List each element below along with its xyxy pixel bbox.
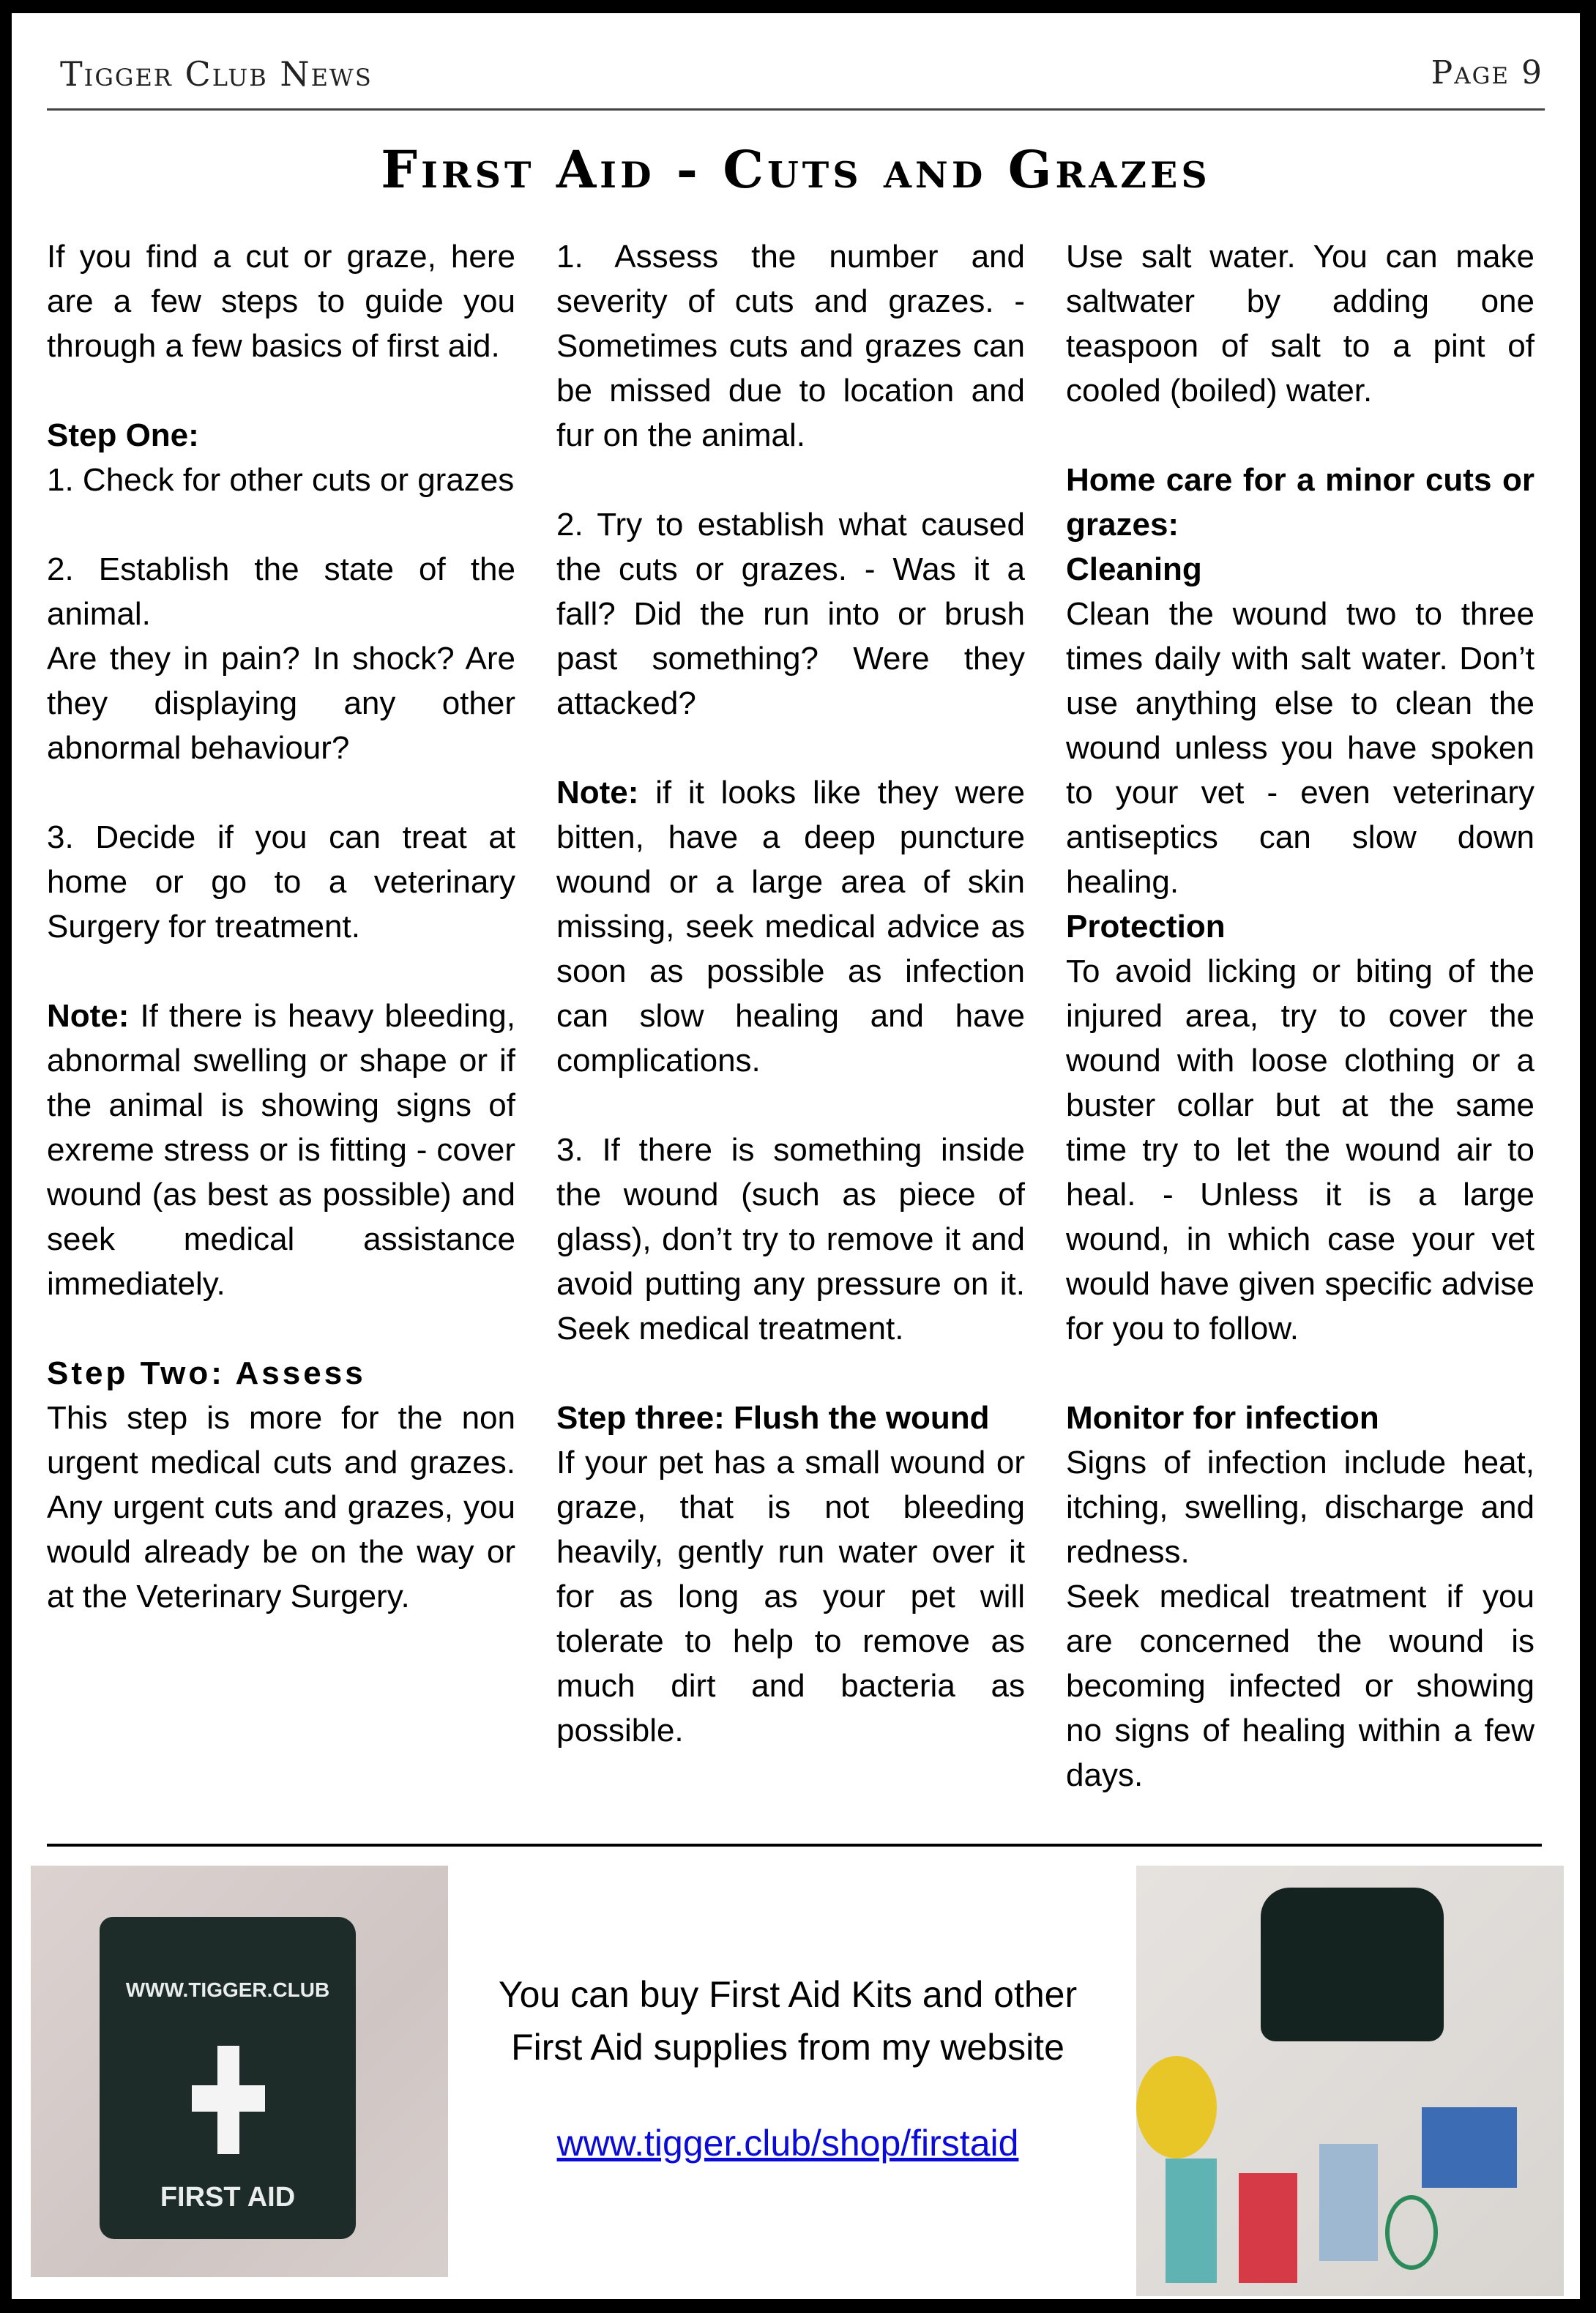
medical-cross-icon (192, 2046, 265, 2154)
monitor-text-2: Seek medical treatment if you are concerned the wound is becoming infected or showing no signs of healing within a few days. (1066, 1579, 1535, 1793)
first-aid-kit-contents-photo (1136, 1866, 1564, 2296)
note-label: Note: (47, 998, 130, 1034)
step-one-item-2: 2. Establish the state of the animal. (47, 551, 515, 632)
assess-item-2: 2. Try to establish what caused the cuts or grazes. - Was it a fall? Did the run into or brush past something? Were they attacked? (556, 507, 1025, 721)
column-2 (556, 234, 1025, 1753)
step-two-heading: Step Two: Assess (47, 1355, 366, 1391)
column-1 (47, 234, 515, 1619)
yellow-item (1136, 2056, 1217, 2159)
note-paragraph-2 (556, 770, 1025, 1083)
teal-item (1166, 2159, 1217, 2283)
first-aid-bag-photo (31, 1866, 448, 2277)
newsletter-page (9, 10, 1583, 2302)
section-divider (47, 1844, 1542, 1847)
page-header (47, 42, 1545, 111)
protection-heading: Protection (1066, 909, 1226, 945)
bag-url-text: WWW.TIGGER.CLUB (125, 1978, 330, 2001)
note-text: If there is heavy bleeding, abnormal swelling or shape or if the animal is showing signs of exreme stress or is fitting - cover wound (as best as possible) and seek medical assistance immediately. (47, 998, 515, 1302)
page-number: Page 9 (1431, 54, 1543, 92)
step-one-heading: Step One: (47, 417, 199, 453)
promo-text (458, 1968, 1117, 2074)
note-label-2: Note: (556, 775, 639, 811)
intro-text: If you find a cut or graze, here are a few steps to guide you through a few basics of first aid. (47, 239, 515, 364)
column-3 (1066, 234, 1535, 1798)
step-two-text: This step is more for the non urgent medical cuts and grazes. Any urgent cuts and grazes, you would already be on the way or at the Veterinary Surgery. (47, 1400, 515, 1614)
step-one-item-2-detail: Are they in pain? In shock? Are they displaying any other abnormal behaviour? (47, 641, 515, 766)
salt-water-text: Use salt water. You can make saltwater by adding one teaspoon of salt to a pint of cooled (boiled) water. (1066, 239, 1535, 409)
step-one-item-1: 1. Check for other cuts or grazes (47, 462, 515, 498)
monitor-heading: Monitor for infection (1066, 1400, 1379, 1436)
promo-line-1: You can buy First Aid Kits and other (498, 1974, 1078, 2015)
note-paragraph (47, 994, 515, 1306)
home-care-heading: Home care for a minor cuts or grazes: (1066, 462, 1535, 543)
bag-label-text: FIRST AID (160, 2182, 296, 2213)
article-title: First Aid - Cuts and Grazes (381, 139, 1211, 200)
cleaning-text: Clean the wound two to three times daily with salt water. Don’t use anything else to clean the wound unless you have spoken to your vet - even veterinary antiseptics can slow down healing. (1066, 596, 1535, 900)
promo-line-2: First Aid supplies from my website (511, 2027, 1064, 2068)
red-item (1239, 2173, 1297, 2283)
blue-packet (1319, 2144, 1378, 2261)
note-text-2: if it looks like they were bitten, have a deep puncture wound or a large area of skin missing, seek medical advice as soon as possible as infection can slow healing and have complications. (556, 775, 1025, 1079)
assess-item-3: 3. If there is something inside the wound (such as piece of glass), don’t try to remove it and avoid putting any pressure on it. Seek medical treatment. (556, 1132, 1025, 1347)
shop-link[interactable]: www.tigger.club/shop/firstaid (556, 2123, 1019, 2164)
assess-item-1: 1. Assess the number and severity of cuts and grazes. -Sometimes cuts and grazes can be missed due to location and fur on the animal. (556, 239, 1025, 453)
step-one-item-3: 3. Decide if you can treat at home or go to a veterinary Surgery for treatment. (47, 819, 515, 945)
first-aid-bag (100, 1917, 356, 2239)
protection-text: To avoid licking or biting of the injured area, try to cover the wound with loose clothing or a buster collar but at the same time try to let the wound air to heal. - Unless it is a large wound, in which case your vet would have given specific advise for you to follow. (1066, 953, 1535, 1347)
step-three-heading: Step three: Flush the wound (556, 1400, 990, 1436)
scissors-icon (1385, 2195, 1438, 2270)
blue-bandage (1422, 2107, 1517, 2188)
cleaning-heading: Cleaning (1066, 551, 1202, 587)
publication-title: Tigger Club News (60, 54, 373, 94)
step-three-text: If your pet has a small wound or graze, that is not bleeding heavily, gently run water over it for as long as your pet will tolerate to help to remove as much dirt and bacteria as possible. (556, 1445, 1025, 1748)
monitor-text-1: Signs of infection include heat, itching, swelling, discharge and redness. (1066, 1445, 1535, 1570)
kit-pouch (1261, 1888, 1444, 2041)
